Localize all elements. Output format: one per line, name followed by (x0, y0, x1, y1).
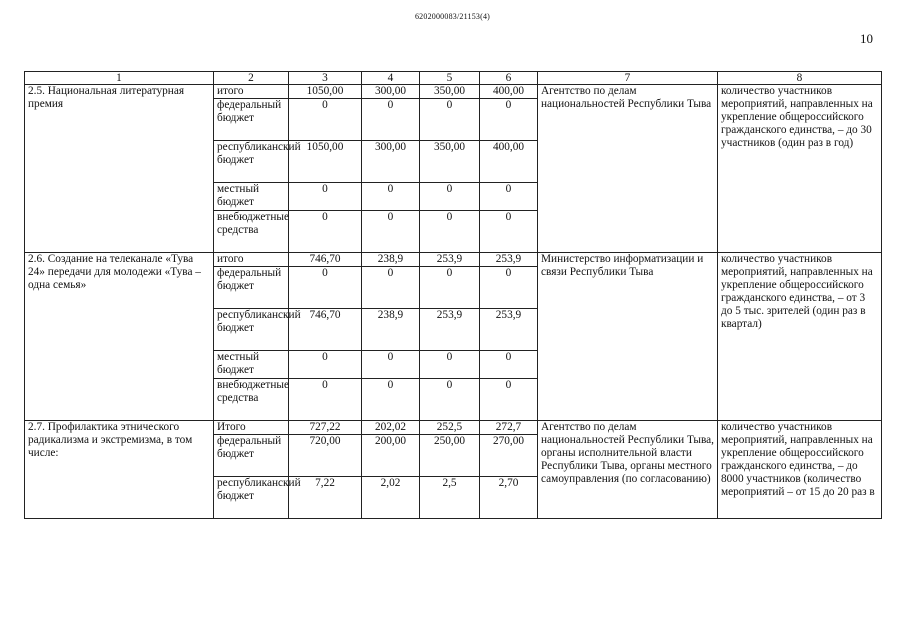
table-row (25, 85, 882, 99)
amount-cell: 250,00 (420, 435, 480, 477)
measure-name: 2.7. Профилактика этнического радикализма и экстремизма, в том числе: (25, 421, 214, 519)
responsible-agency: Агентство по делам национальностей Республики Тыва, органы исполнительной власти Республики Тыва, органы местного самоуправления (по согласованию) (538, 421, 718, 519)
amount-cell: 0 (480, 267, 538, 309)
amount-cell: 0 (480, 351, 538, 379)
amount-cell: 0 (480, 183, 538, 211)
amount-cell: 727,22 (289, 421, 362, 435)
amount-cell: 272,7 (480, 421, 538, 435)
amount-cell: 253,9 (480, 309, 538, 351)
funding-source: федеральный бюджет (214, 99, 289, 141)
amount-cell: 0 (289, 183, 362, 211)
amount-cell: 0 (289, 267, 362, 309)
amount-cell: 0 (420, 351, 480, 379)
amount-cell: 300,00 (362, 141, 420, 183)
amount-cell: 0 (480, 379, 538, 421)
funding-source: итого (214, 253, 289, 267)
amount-cell: 720,00 (289, 435, 362, 477)
amount-cell: 0 (362, 99, 420, 141)
column-number: 3 (289, 72, 362, 85)
amount-cell: 202,02 (362, 421, 420, 435)
column-number-row (25, 72, 882, 85)
column-number: 2 (214, 72, 289, 85)
amount-cell: 0 (362, 379, 420, 421)
funding-source: Итого (214, 421, 289, 435)
amount-cell: 238,9 (362, 309, 420, 351)
amount-cell: 0 (289, 379, 362, 421)
amount-cell: 200,00 (362, 435, 420, 477)
responsible-agency: Агентство по делам национальностей Республики Тыва (538, 85, 718, 253)
page-number: 10 (860, 31, 873, 46)
amount-cell: 0 (362, 183, 420, 211)
funding-source: республиканский бюджет (214, 477, 289, 519)
measure-name: 2.5. Национальная литературная премия (25, 85, 214, 253)
result-indicator: количество участников мероприятий, направленных на укрепление общероссийского гражданского единства, – до 30 участников (один раз в год) (718, 85, 882, 253)
amount-cell: 238,9 (362, 253, 420, 267)
amount-cell: 0 (480, 99, 538, 141)
measure-name: 2.6. Создание на телеканале «Тува 24» передачи для молодежи «Тува – одна семья» (25, 253, 214, 421)
amount-cell: 0 (362, 211, 420, 253)
document-id: 6202000083/21153(4) (414, 12, 491, 21)
amount-cell: 0 (362, 351, 420, 379)
amount-cell: 270,00 (480, 435, 538, 477)
result-indicator: количество участников мероприятий, направленных на укрепление общероссийского гражданского единства, – до 8000 участников (количество мероприятий – от 15 до 20 раз в (718, 421, 882, 519)
amount-cell: 746,70 (289, 309, 362, 351)
amount-cell: 300,00 (362, 85, 420, 99)
amount-cell: 0 (420, 267, 480, 309)
amount-cell: 0 (420, 379, 480, 421)
table-body (25, 72, 882, 519)
amount-cell: 0 (420, 99, 480, 141)
table-row (25, 421, 882, 435)
column-number: 4 (362, 72, 420, 85)
amount-cell: 1050,00 (289, 141, 362, 183)
amount-cell: 0 (480, 211, 538, 253)
column-number: 1 (25, 72, 214, 85)
amount-cell: 2,5 (420, 477, 480, 519)
amount-cell: 0 (289, 99, 362, 141)
result-indicator: количество участников мероприятий, направленных на укрепление общероссийского гражданского единства, – от 3 до 5 тыс. зрителей (один раз в квартал) (718, 253, 882, 421)
column-number: 8 (718, 72, 882, 85)
amount-cell: 0 (289, 211, 362, 253)
funding-source: местный бюджет (214, 183, 289, 211)
funding-source: республиканский бюджет (214, 309, 289, 351)
column-number: 6 (480, 72, 538, 85)
program-table (24, 71, 882, 519)
amount-cell: 400,00 (480, 85, 538, 99)
responsible-agency: Министерство информатизации и связи Республики Тыва (538, 253, 718, 421)
amount-cell: 400,00 (480, 141, 538, 183)
amount-cell: 746,70 (289, 253, 362, 267)
amount-cell: 253,9 (420, 253, 480, 267)
table-row (25, 253, 882, 267)
funding-source: местный бюджет (214, 351, 289, 379)
column-number: 7 (538, 72, 718, 85)
funding-source: федеральный бюджет (214, 267, 289, 309)
amount-cell: 0 (420, 183, 480, 211)
funding-source: внебюджетные средства (214, 211, 289, 253)
amount-cell: 1050,00 (289, 85, 362, 99)
amount-cell: 253,9 (420, 309, 480, 351)
amount-cell: 0 (289, 351, 362, 379)
amount-cell: 0 (362, 267, 420, 309)
funding-source: федеральный бюджет (214, 435, 289, 477)
amount-cell: 2,70 (480, 477, 538, 519)
amount-cell: 350,00 (420, 141, 480, 183)
amount-cell: 2,02 (362, 477, 420, 519)
column-number: 5 (420, 72, 480, 85)
funding-source: итого (214, 85, 289, 99)
amount-cell: 350,00 (420, 85, 480, 99)
funding-source: республиканский бюджет (214, 141, 289, 183)
funding-source: внебюджетные средства (214, 379, 289, 421)
amount-cell: 252,5 (420, 421, 480, 435)
amount-cell: 253,9 (480, 253, 538, 267)
amount-cell: 7,22 (289, 477, 362, 519)
amount-cell: 0 (420, 211, 480, 253)
